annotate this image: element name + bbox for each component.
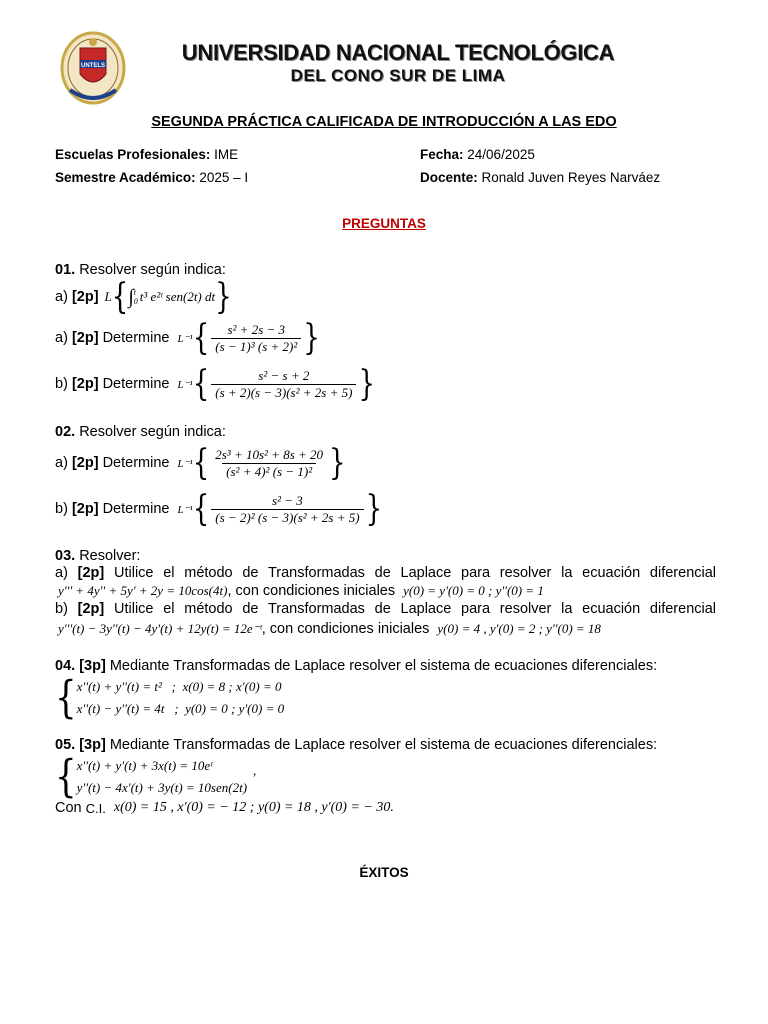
q05-system — [55, 751, 257, 803]
q01-a1-formula — [104, 276, 232, 318]
q04-header — [55, 658, 657, 674]
q04-text: Mediante Transformadas de Laplace resolver el sistema de ecuaciones diferenciales: — [109, 658, 658, 674]
q05-number: 05. — [55, 737, 76, 753]
ci-abbr: C.I. — [85, 800, 106, 816]
university-name-line1: UNIVERSIDAD NACIONAL TECNOLÓGICA — [181, 40, 615, 65]
q02-b-points: [2p] — [71, 501, 99, 517]
q03-item-b-statement — [55, 601, 716, 617]
q01-a2-text: Determine — [102, 330, 170, 346]
preguntas-heading: PREGUNTAS — [342, 216, 426, 231]
q01-number: 01. — [55, 262, 76, 278]
semestre-value: 2025 – I — [199, 170, 249, 185]
q03-a-points: [2p] — [77, 565, 105, 581]
q01-text: Resolver según indica: — [79, 262, 226, 278]
info-docente — [420, 170, 660, 185]
q01-b-prefix: b) — [55, 376, 68, 392]
q03-a-initial-conditions: y(0) = y'(0) = 0 ; y''(0) = 1 — [403, 583, 544, 598]
info-semestre — [55, 170, 248, 185]
q03-b-ode: y'''(t) − 3y''(t) − 4y'(t) + 12y(t) = 12e⁻ᵗ — [58, 621, 262, 636]
fraction — [211, 322, 301, 355]
q01-b-formula — [177, 363, 375, 405]
q02-item-b — [55, 488, 382, 530]
q01-b-points: [2p] — [71, 376, 99, 392]
q03-text: Resolver: — [79, 548, 141, 564]
inverse-laplace-operator: L⁻¹ — [177, 457, 193, 470]
q01-a2-points: [2p] — [71, 330, 99, 346]
numerator: 2s³ + 10s² + 8s + 20 — [215, 446, 324, 462]
system-brace: { — [55, 672, 77, 724]
info-fecha — [420, 147, 535, 162]
q03-b-prefix: b) — [55, 601, 68, 617]
q02-a-points: [2p] — [71, 455, 99, 471]
docente-label: Docente: — [420, 170, 478, 185]
q03-a-text: Utilice el método de Transformadas de Laplace para resolver la ecuación diferencial — [114, 565, 717, 581]
inverse-laplace-operator: L⁻¹ — [177, 503, 193, 516]
q02-a-prefix: a) — [55, 455, 68, 471]
q05-header — [55, 737, 657, 753]
q03-b-points: [2p] — [77, 601, 105, 617]
q03-item-b-equation — [58, 621, 601, 637]
docente-value: Ronald Juven Reyes Narváez — [481, 170, 661, 185]
fecha-value: 24/06/2025 — [467, 147, 535, 162]
q03-b-initial-conditions: y(0) = 4 , y'(0) = 2 ; y''(0) = 18 — [437, 621, 601, 636]
inverse-laplace-operator: L⁻¹ — [177, 332, 193, 345]
university-name-line2: DEL CONO SUR DE LIMA — [290, 66, 506, 85]
q01-a2-formula — [177, 317, 320, 359]
info-escuelas — [55, 147, 238, 162]
q03-a-ode: y''' + 4y'' + 5y' + 2y = 10cos(4t) — [58, 583, 228, 598]
q01-b-text: Determine — [102, 376, 170, 392]
q05-points: [3p] — [79, 737, 106, 753]
integral-sign: ∫ — [128, 285, 134, 308]
right-brace: } — [358, 363, 375, 405]
inverse-laplace-operator: L⁻¹ — [177, 378, 193, 391]
fecha-label: Fecha: — [420, 147, 464, 162]
q03-b-text: Utilice el método de Transformadas de Laplace para resolver la ecuación diferencial — [114, 601, 717, 617]
numerator: s² − 3 — [272, 492, 303, 508]
right-brace: } — [303, 317, 320, 359]
q02-text: Resolver según indica: — [79, 424, 226, 440]
left-brace: { — [111, 276, 129, 318]
q01-a1-points: [2p] — [71, 289, 99, 305]
footer-exitos: ÉXITOS — [359, 865, 409, 880]
q04-system — [55, 672, 285, 724]
denominator: (s² + 4)² (s − 1)² — [222, 463, 316, 480]
left-brace: { — [192, 363, 210, 405]
university-logo — [58, 30, 128, 108]
right-brace: } — [215, 276, 232, 318]
system-brace: { — [55, 751, 77, 803]
numerator: s² + 2s − 3 — [227, 321, 286, 337]
left-brace: { — [192, 442, 210, 484]
q03-a-prefix: a) — [55, 565, 68, 581]
semestre-label: Semestre Académico: — [55, 170, 196, 185]
logo-text: UNTELS — [81, 63, 105, 69]
q01-item-a1 — [55, 276, 232, 318]
q02-a-formula — [177, 442, 346, 484]
q03-item-a-equation — [58, 583, 544, 599]
integral-lower-limit: 0 — [133, 297, 138, 306]
q01-item-a2 — [55, 318, 320, 358]
escuelas-value: IME — [214, 147, 239, 162]
q05-equation-2: y''(t) − 4x'(t) + 3y(t) = 10sen(2t) — [76, 780, 248, 795]
denominator: (s − 2)² (s − 3)(s² + 2s + 5) — [211, 509, 363, 526]
q04-number: 04. — [55, 658, 76, 674]
left-brace: { — [192, 317, 210, 359]
q03-number: 03. — [55, 548, 76, 564]
q05-equation-1: x''(t) + y'(t) + 3x(t) = 10eᵗ — [76, 758, 213, 773]
q05-text: Mediante Transformadas de Laplace resolver el sistema de ecuaciones diferenciales: — [109, 737, 658, 753]
q01-item-b — [55, 364, 375, 404]
q01-a1-prefix: a) — [55, 289, 68, 305]
q05-initial-conditions — [55, 800, 394, 816]
q05-comma: , — [253, 763, 257, 778]
q01-a1-integrand: t³ e²ᵗ sen(2t) dt — [139, 289, 216, 304]
denominator: (s − 1)³ (s + 2)² — [211, 338, 301, 355]
q01-a2-prefix: a) — [55, 330, 68, 346]
left-brace: { — [192, 488, 210, 530]
q02-b-formula — [177, 488, 383, 530]
q03-a-cond-text: , con condiciones iniciales — [227, 583, 396, 599]
escuelas-label: Escuelas Profesionales: — [55, 147, 211, 162]
fraction — [211, 447, 327, 480]
q02-item-a — [55, 442, 346, 484]
q04-equation-2: x''(t) − y''(t) = 4t ; y(0) = 0 ; y'(0) = 0 — [76, 701, 285, 716]
fraction — [211, 493, 363, 526]
q04-points: [3p] — [79, 658, 106, 674]
q03-item-a-statement — [55, 565, 716, 581]
right-brace: } — [329, 442, 346, 484]
q02-a-text: Determine — [102, 455, 170, 471]
q02-b-prefix: b) — [55, 501, 68, 517]
q02-number: 02. — [55, 424, 76, 440]
denominator: (s + 2)(s − 3)(s² + 2s + 5) — [211, 384, 356, 401]
right-brace: } — [365, 488, 383, 530]
q02-b-text: Determine — [102, 501, 170, 517]
numerator: s² − s + 2 — [258, 367, 310, 383]
fraction — [211, 368, 356, 401]
q03-b-cond-text: , con condiciones iniciales — [261, 621, 430, 637]
q01-a1-operator: L — [104, 289, 112, 304]
ci-values: x(0) = 15 , x'(0) = − 12 ; y(0) = 18 , y'(0) = − 30. — [113, 800, 394, 815]
q03-header — [55, 548, 140, 564]
ci-label: Con — [55, 800, 82, 816]
exam-title: SEGUNDA PRÁCTICA CALIFICADA DE INTRODUCCIÓN A LAS EDO — [151, 114, 617, 130]
q04-equation-1: x''(t) + y''(t) = t² ; x(0) = 8 ; x'(0) = 0 — [76, 679, 282, 694]
integral-upper-limit: t — [133, 288, 137, 297]
q02-header — [55, 424, 226, 440]
q01-header — [55, 262, 226, 278]
